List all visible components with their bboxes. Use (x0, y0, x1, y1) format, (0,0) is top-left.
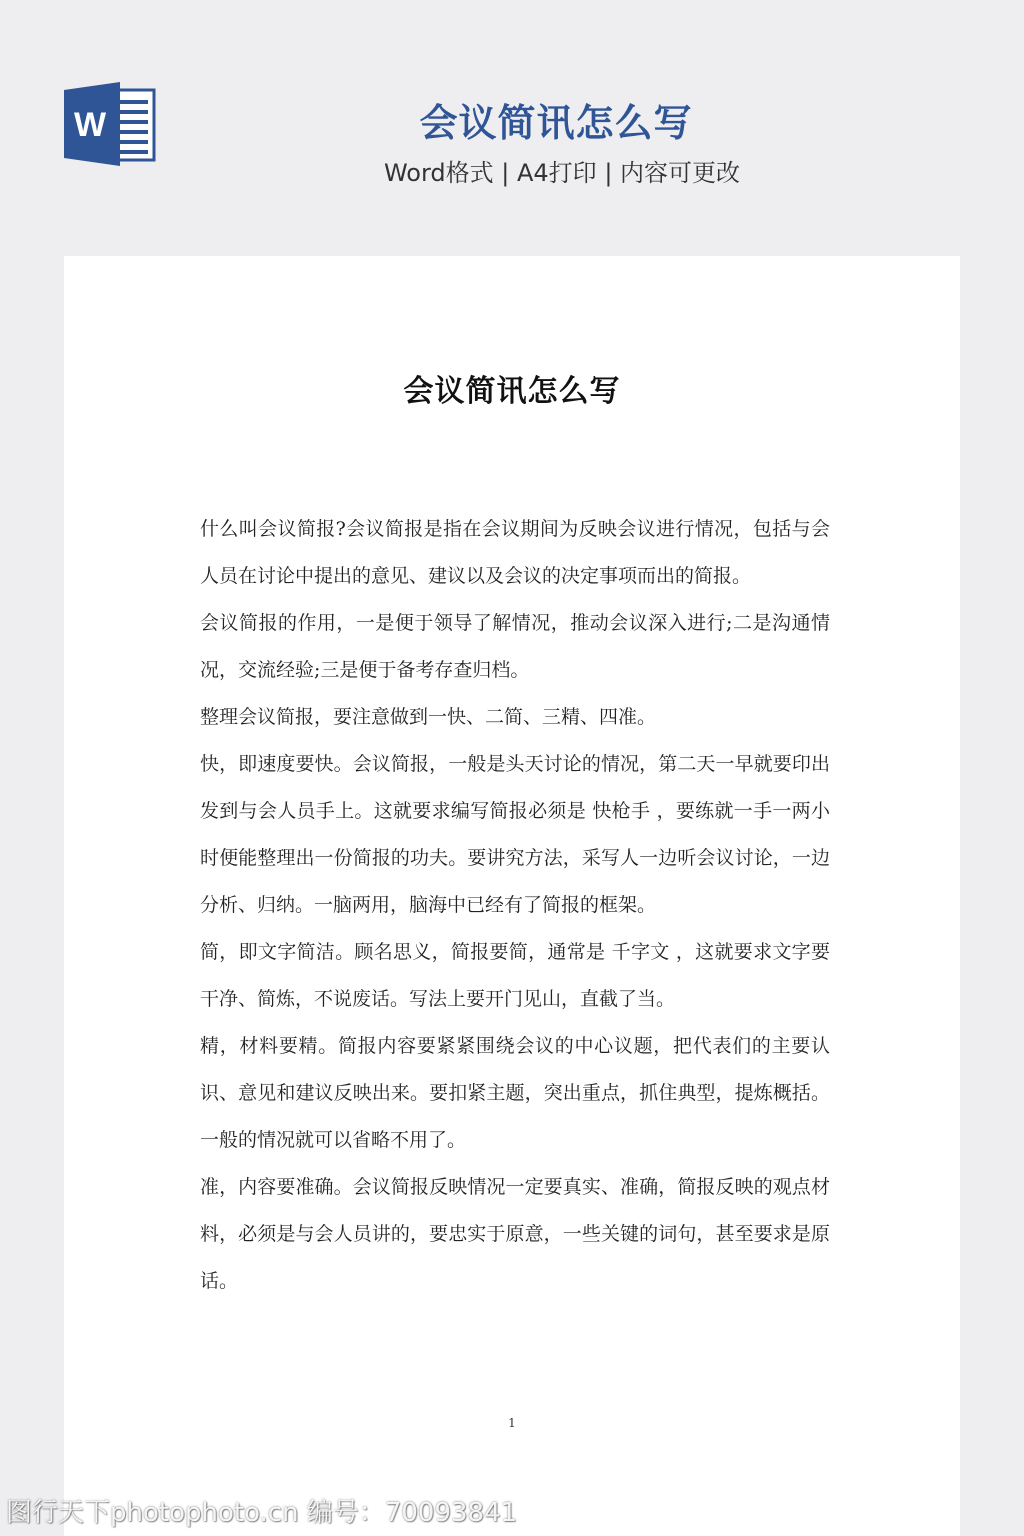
paragraph: 整理会议简报，要注意做到一快、二简、三精、四准。 (200, 706, 657, 728)
word-logo-letter: W (73, 106, 107, 144)
paragraph: 什么叫会议简报?会议简报是指在会议期间为反映会议进行情况，包括与会人员在讨论中提出的意见、建议以及会议的决定事项而出的简报。 (200, 518, 830, 587)
watermark: 图行天下photophoto.cn 编号：70093841 (6, 1498, 518, 1528)
banner-subtitle: Word格式 | A4打印 | 内容可更改 (383, 159, 741, 187)
paragraph: 精，材料要精。简报内容要紧紧围绕会议的中心议题，把代表们的主要认识、意见和建议反映出来。要扣紧主题，突出重点，抓住典型，提炼概括。一般的情况就可以省略不用了。 (200, 1035, 830, 1151)
page-number: 1 (508, 1416, 516, 1430)
banner-title: 会议简讯怎么写 (419, 101, 693, 145)
paragraph: 准，内容要准确。会议简报反映情况一定要真实、准确，简报反映的观点材料，必须是与会人员讲的，要忠实于原意，一些关键的词句，甚至要求是原话。 (200, 1176, 830, 1292)
header-banner (0, 0, 1024, 256)
paragraph: 会议简报的作用，一是便于领导了解情况，推动会议深入进行;二是沟通情况，交流经验;三是便于备考存查归档。 (200, 612, 830, 681)
document-body (200, 506, 830, 1305)
document-page (64, 256, 960, 1536)
document-title: 会议简讯怎么写 (403, 374, 621, 409)
paragraph: 简，即文字简洁。顾名思义，简报要简，通常是 千字文 ，这就要求文字要干净、简炼，不说废话。写法上要开门见山，直截了当。 (200, 941, 830, 1010)
paragraph: 快，即速度要快。会议简报，一般是头天讨论的情况，第二天一早就要印出发到与会人员手上。这就要求编写简报必须是 快枪手 ，要练就一手一两小时便能整理出一份简报的功夫。要讲究方法，采写人一边听会议讨论，一边分析、归纳。一脑两用，脑海中已经有了简报的框架。 (200, 753, 830, 916)
